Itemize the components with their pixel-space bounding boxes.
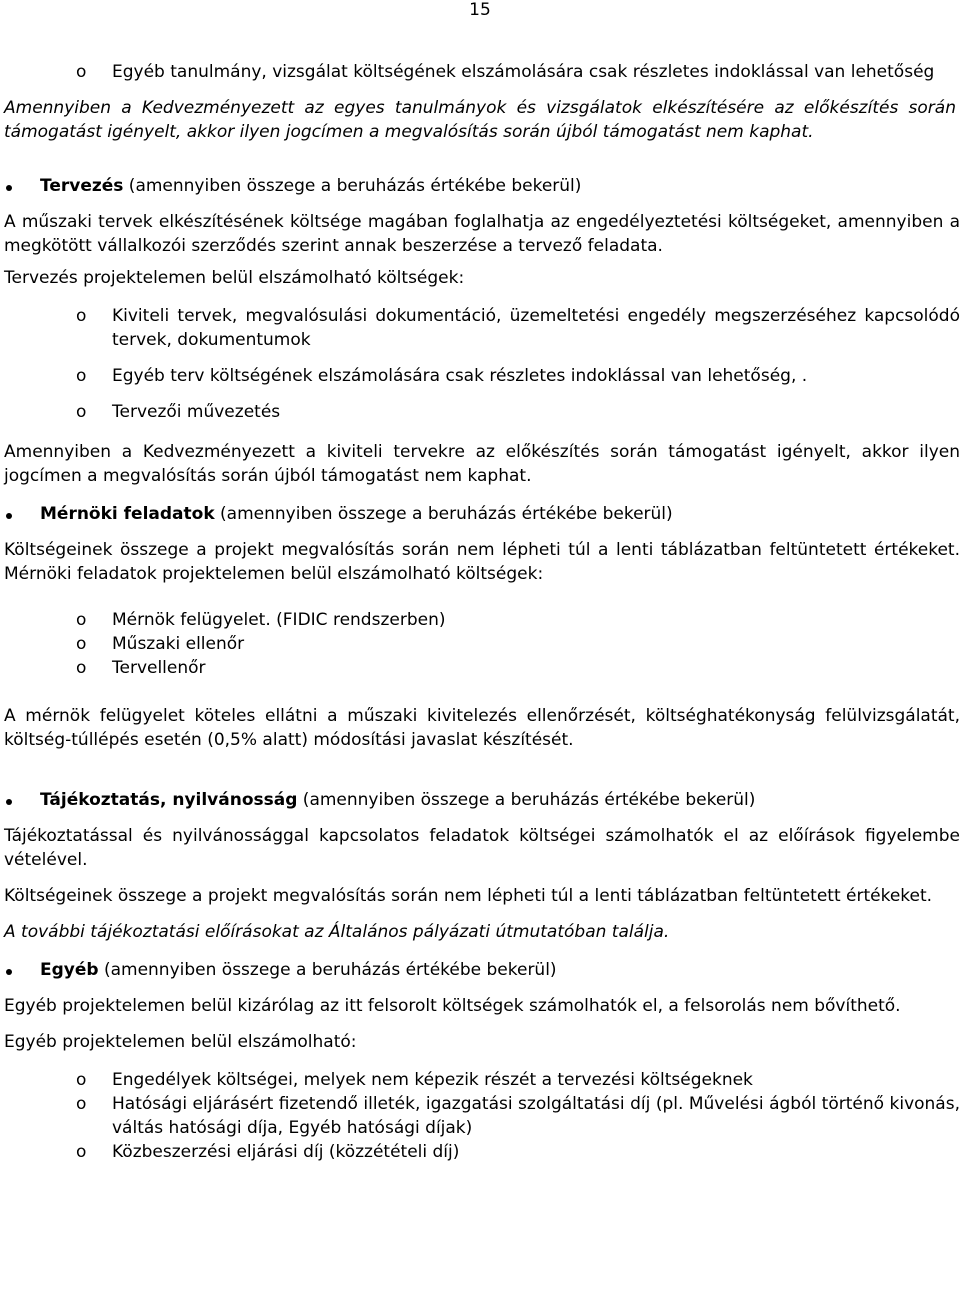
list-marker: o (76, 62, 87, 82)
italic-note-studies: Amennyiben a Kedvezményezett az egyes tanulmányok és vizsgálatok elkészítésére az előkészítés során támogatást igényelt, akkor ilyen jogcímen a megvalósítás során újból támogatást nem kaphat. (4, 98, 956, 142)
list-item: o Műszaki ellenőr (76, 634, 245, 654)
section-heading-mernoki: Mérnöki feladatok (amennyiben összege a beruházás értékébe bekerül) (4, 502, 960, 526)
section-heading-tajekoztatas: Tájékoztatás, nyilvánosság (amennyiben összege a beruházás értékébe bekerül) (4, 788, 960, 812)
mernoki-cost-list (4, 608, 960, 680)
tervezes-cost-list (4, 304, 960, 424)
section-heading-egyeb: Egyéb (amennyiben összege a beruházás értékébe bekerül) (4, 958, 960, 982)
bullet-icon (6, 185, 12, 191)
list-item: o Egyéb tanulmány, vizsgálat költségének elszámolására csak részletes indoklással van lehetőség (76, 62, 935, 82)
paragraph-kiviteli-tervek: Amennyiben a Kedvezményezett a kiviteli tervekre az előkészítés során támogatást igényelt, akkor ilyen jogcímen a megvalósítás során újból támogatást nem kaphat. (4, 442, 960, 486)
paragraph-tajekoztatas-2: Költségeinek összege a projekt megvalósítás során nem lépheti túl a lenti táblázatban feltüntetett értékeket. (4, 886, 933, 906)
list-item: o Tervellenőr (76, 658, 206, 678)
paragraph-egyeb-2: Egyéb projektelemen belül elszámolható: (4, 1032, 357, 1052)
study-cost-list (4, 60, 960, 84)
list-item: o Közbeszerzési eljárási díj (közzétételi díj) (76, 1142, 460, 1162)
italic-note-tajekoztatas: A további tájékoztatási előírásokat az Általános pályázati útmutatóban találja. (4, 922, 670, 942)
list-item: o Engedélyek költségei, melyek nem képezik részét a tervezési költségeknek (76, 1070, 753, 1090)
paragraph-muszaki-tervek: A műszaki tervek elkészítésének költsége magában foglalhatja az engedélyeztetési költségeket, amennyiben a megkötött vállalkozói szerződés szerint annak beszerzése a tervező feladata. (4, 212, 960, 256)
section-heading-tervezes: Tervezés (amennyiben összege a beruházás értékébe bekerül) (4, 174, 960, 198)
bullet-icon (6, 969, 12, 975)
list-item: o Egyéb terv költségének elszámolására csak részletes indoklással van lehetőség, . (76, 366, 808, 386)
bullet-icon (6, 799, 12, 805)
document-body (4, 60, 960, 1164)
paragraph-tervezes-lead: Tervezés projektelemen belül elszámolható költségek: (4, 268, 465, 288)
paragraph-mernoki-koltsegek: Költségeinek összege a projekt megvalósítás során nem lépheti túl a lenti táblázatban feltüntetett értékeket. Mérnöki feladatok projektelemen belül elszámolható költségek: (4, 540, 960, 584)
list-item: o Hatósági eljárásért fizetendő illeték, igazgatási szolgáltatási díj (pl. Művelési ágból történő kivonás, váltás hatósági díja, Egyéb hatósági díjak) (76, 1094, 960, 1138)
list-item: o Tervezői művezetés (76, 402, 281, 422)
bullet-icon (6, 513, 12, 519)
list-item: o Kiviteli tervek, megvalósulási dokumentáció, üzemeltetési engedély megszerzéséhez kapcsolódó tervek, dokumentumok (76, 306, 960, 350)
paragraph-mernok-felugyelet: A mérnök felügyelet köteles ellátni a műszaki kivitelezés ellenőrzését, költséghatékonyság felülvizsgálatát, költség-túllépés esetén (0,5% alatt) módosítási javaslat készítését. (4, 706, 960, 750)
page-number: 15 (469, 0, 491, 20)
list-item: o Mérnök felügyelet. (FIDIC rendszerben) (76, 610, 446, 630)
paragraph-tajekoztatas-1: Tájékoztatással és nyilvánossággal kapcsolatos feladatok költségei számolhatók el az előírások figyelembe vételével. (4, 826, 960, 870)
paragraph-egyeb-1: Egyéb projektelemen belül kizárólag az itt felsorolt költségek számolhatók el, a felsorolás nem bővíthető. (4, 996, 901, 1016)
egyeb-cost-list (4, 1068, 960, 1164)
